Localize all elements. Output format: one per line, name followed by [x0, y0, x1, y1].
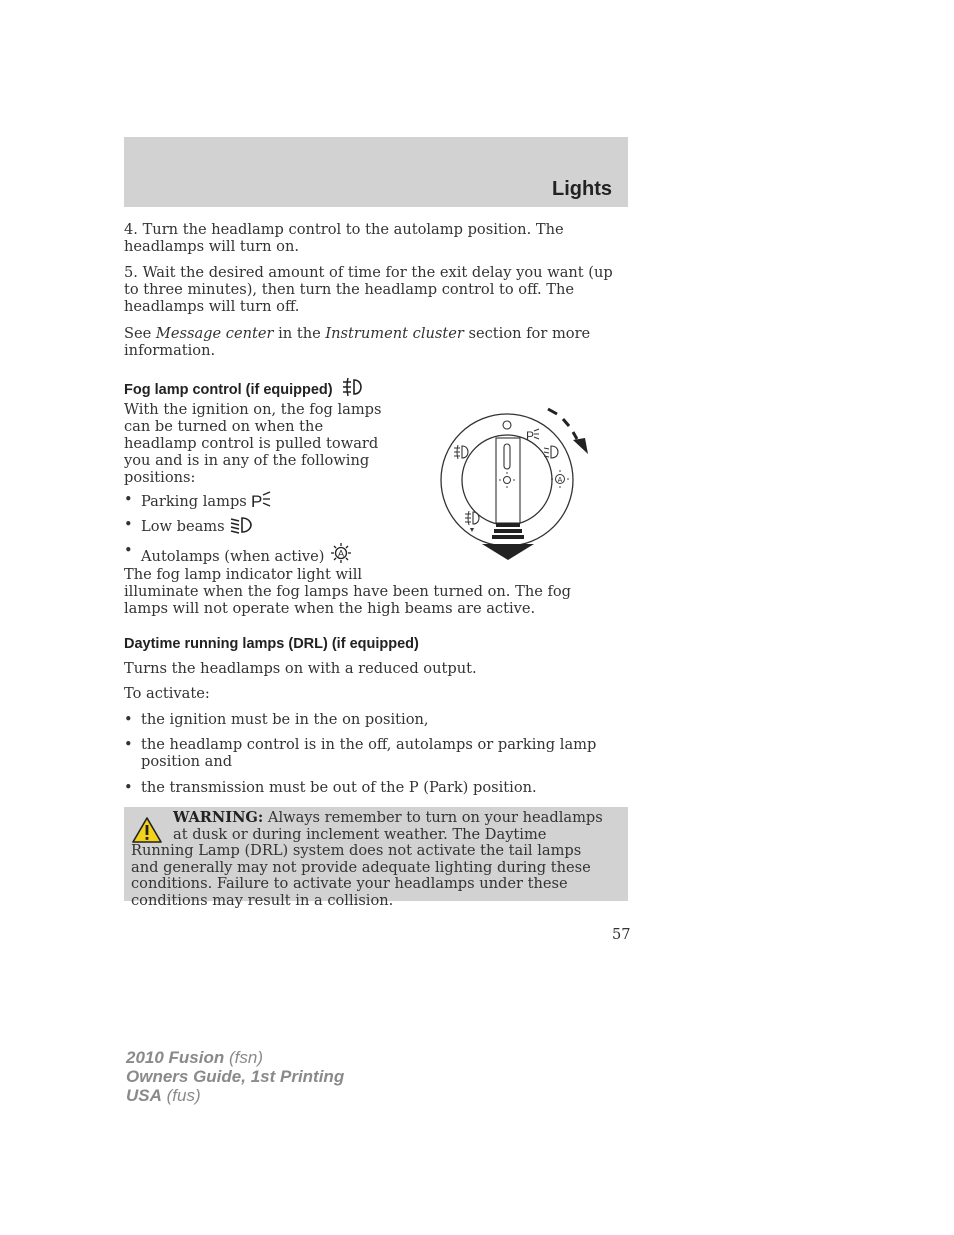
fog-indicator-rest: illuminate when the fog lamps have been turned on. The fog lamps will not operate when the high beams are active.: [124, 583, 572, 617]
fog-body-line: positions:: [124, 469, 196, 486]
instrument-cluster-ref: Instrument cluster: [325, 325, 464, 342]
step-5-text: 5. Wait the desired amount of time for the exit delay you want (up to three minutes), then turn the headlamp control to off. The headlamps will turn off.: [124, 264, 613, 315]
bullet-dot: •: [124, 711, 133, 728]
bullet-dot: •: [124, 491, 133, 508]
fog-lamp-icon: [341, 377, 363, 397]
fog-body-line: headlamp control is pulled toward: [124, 435, 379, 452]
bullet-dot: •: [124, 542, 133, 559]
dial-parking-icon: [526, 429, 539, 443]
dial-low-beam-icon: [544, 446, 558, 458]
section-title: Lights: [552, 178, 612, 200]
svg-text:P: P: [250, 492, 263, 509]
section-header-bar: [124, 137, 628, 207]
fog-lamp-heading: [124, 377, 363, 398]
bullet-dot: •: [124, 516, 133, 533]
see-reference-text: [124, 325, 624, 359]
bullet-dot: •: [124, 779, 133, 796]
footer-market-code: (fus): [161, 1086, 201, 1105]
list-item-text: the ignition must be in the on position,: [141, 711, 429, 728]
dial-parking-label: P: [526, 429, 535, 443]
dial-auto-label: A: [557, 477, 563, 484]
warning-text: [131, 810, 611, 909]
drl-activate-label: To activate:: [124, 685, 210, 702]
bullet-dot: •: [124, 736, 133, 753]
warning-box: [124, 807, 628, 909]
footer-line2: [126, 1067, 344, 1086]
autolamp-icon: [329, 542, 353, 564]
dial-autolamp-icon: [551, 470, 569, 488]
dial-fog-left-icon: [454, 445, 468, 459]
list-item-text: the transmission must be out of the P (Park) position.: [141, 779, 537, 796]
step-4-text: 4. Turn the headlamp control to the autolamp position. The headlamps will turn on.: [124, 221, 564, 255]
footer: [126, 1048, 344, 1105]
warning-icon-spacer: [131, 810, 173, 840]
footer-line3: [126, 1086, 344, 1105]
footer-model: 2010 Fusion: [126, 1048, 225, 1067]
fog-indicator-text: [124, 566, 624, 617]
fog-body-line: you and is in any of the following: [124, 452, 370, 469]
dial-off-icon: [503, 421, 511, 429]
message-center-ref: Message center: [155, 325, 274, 342]
page-number: 57: [612, 926, 631, 943]
footer-model-code: (fsn): [224, 1048, 263, 1067]
see-mid: in the: [273, 325, 326, 342]
see-prefix: See: [124, 325, 156, 342]
fog-body: [124, 401, 384, 486]
auto-letter: A: [337, 548, 344, 559]
fog-body-line: With the ignition on, the fog lamps: [124, 401, 382, 418]
low-beam-icon: [229, 516, 253, 534]
drl-heading: Daytime running lamps (DRL) (if equipped): [124, 636, 419, 652]
footer-line1: [126, 1048, 344, 1067]
footer-edition: Owners Guide, 1st Printing: [126, 1067, 345, 1086]
warning-body: Always remember to turn on your headlamps at dusk or during inclement weather. The Daytime Running Lamp (DRL) system does not activate the tail lamps and generally may not provide adequate lighting during these conditions. Failure to activate your headlamps under these conditions may result in a collision.: [131, 809, 603, 909]
see-suffix: section for more information.: [124, 325, 591, 359]
parking-lamp-icon: [251, 491, 271, 509]
fog-body-line: can be turned on when the: [124, 418, 324, 435]
footer-market: USA: [126, 1086, 162, 1105]
drl-body: Turns the headlamps on with a reduced output.: [124, 660, 477, 677]
pull-arrow-icon: [482, 523, 534, 560]
rotate-arrow-icon: [548, 409, 588, 454]
fog-lamp-heading-text: Fog lamp control (if equipped): [124, 382, 333, 398]
list-item-text: Parking lamps: [141, 493, 247, 510]
list-item-text: the headlamp control is in the off, autolamps or parking lamp position and: [141, 736, 597, 770]
warning-label: WARNING:: [173, 809, 264, 826]
fog-indicator-line1: The fog lamp indicator light will: [124, 566, 363, 583]
headlamp-dial-figure: [430, 405, 600, 565]
list-item-text: Low beams: [141, 518, 225, 535]
list-item-text: Autolamps (when active): [141, 548, 325, 565]
